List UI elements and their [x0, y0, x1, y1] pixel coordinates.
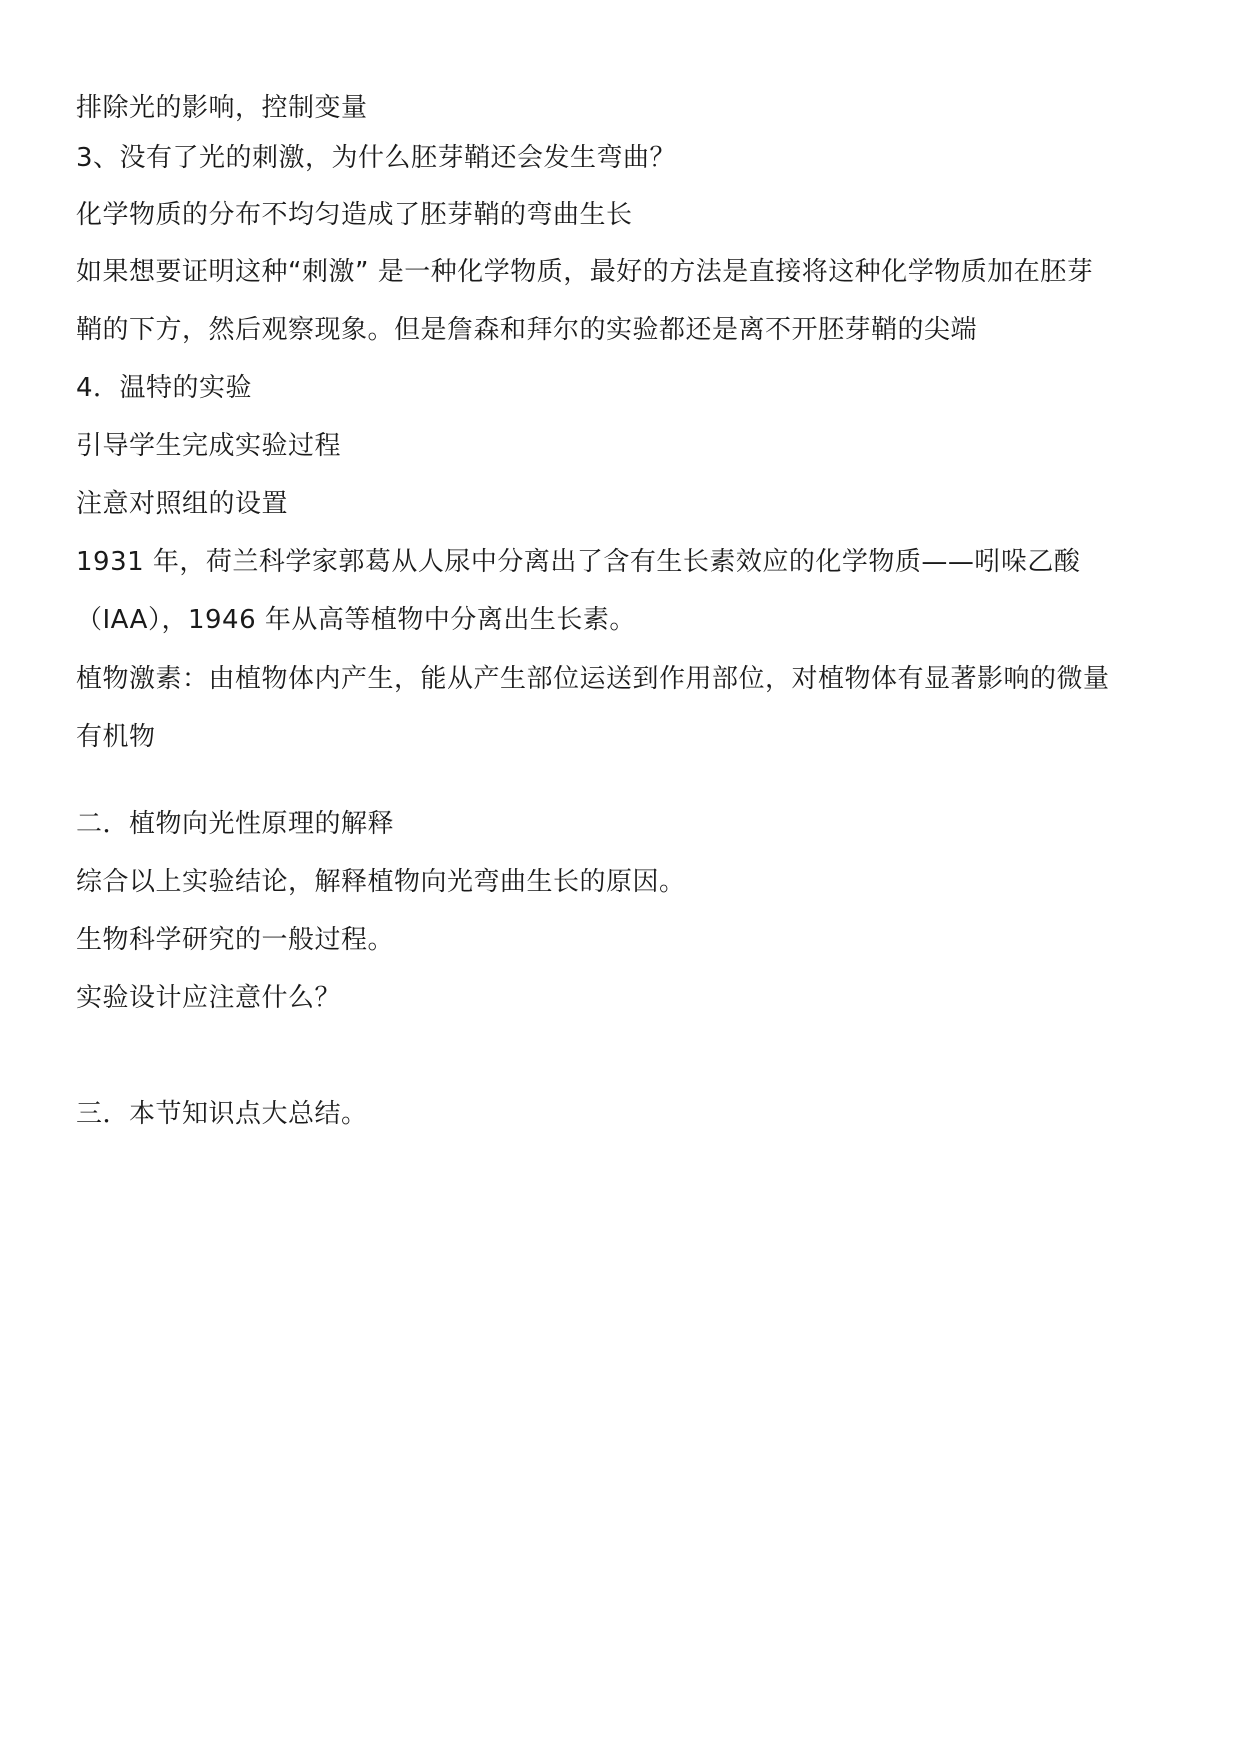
text-line-prove-chemical: 如果想要证明这种“刺激” 是一种化学物质，最好的方法是直接将这种化学物质加在胚芽	[76, 257, 1094, 287]
question-3: 3、没有了光的刺激，为什么胚芽鞘还会发生弯曲？	[76, 143, 677, 173]
text-line-chemical-distribution: 化学物质的分布不均匀造成了胚芽鞘的弯曲生长	[76, 200, 633, 230]
text-line-1931: 1931 年，荷兰科学家郭葛从人尿中分离出了含有生长素效应的化学物质——吲哚乙酸	[76, 547, 1081, 577]
text-line-synthesize: 综合以上实验结论，解释植物向光弯曲生长的原因。	[76, 867, 686, 897]
text-line-guide-students: 引导学生完成实验过程	[76, 431, 342, 461]
text-line-control-group: 注意对照组的设置	[76, 489, 289, 519]
text-line-iaa: （IAA），1946 年从高等植物中分离出生长素。	[76, 605, 636, 635]
section-heading-2: 二．植物向光性原理的解释	[76, 809, 395, 839]
heading-went-experiment: 4．温特的实验	[76, 373, 253, 403]
section-heading-3: 三．本节知识点大总结。	[76, 1099, 368, 1129]
text-line-research-process: 生物科学研究的一般过程。	[76, 925, 395, 955]
text-line-prove-chemical-cont: 鞘的下方，然后观察现象。但是詹森和拜尔的实验都还是离不开胚芽鞘的尖端	[76, 315, 978, 345]
text-line-exclude-light: 排除光的影响，控制变量	[76, 93, 368, 123]
text-line-experiment-design: 实验设计应注意什么？	[76, 983, 342, 1013]
definition-plant-hormone-cont: 有机物	[76, 722, 156, 752]
definition-plant-hormone: 植物激素：由植物体内产生，能从产生部位运送到作用部位，对植物体有显著影响的微量	[76, 664, 1110, 694]
